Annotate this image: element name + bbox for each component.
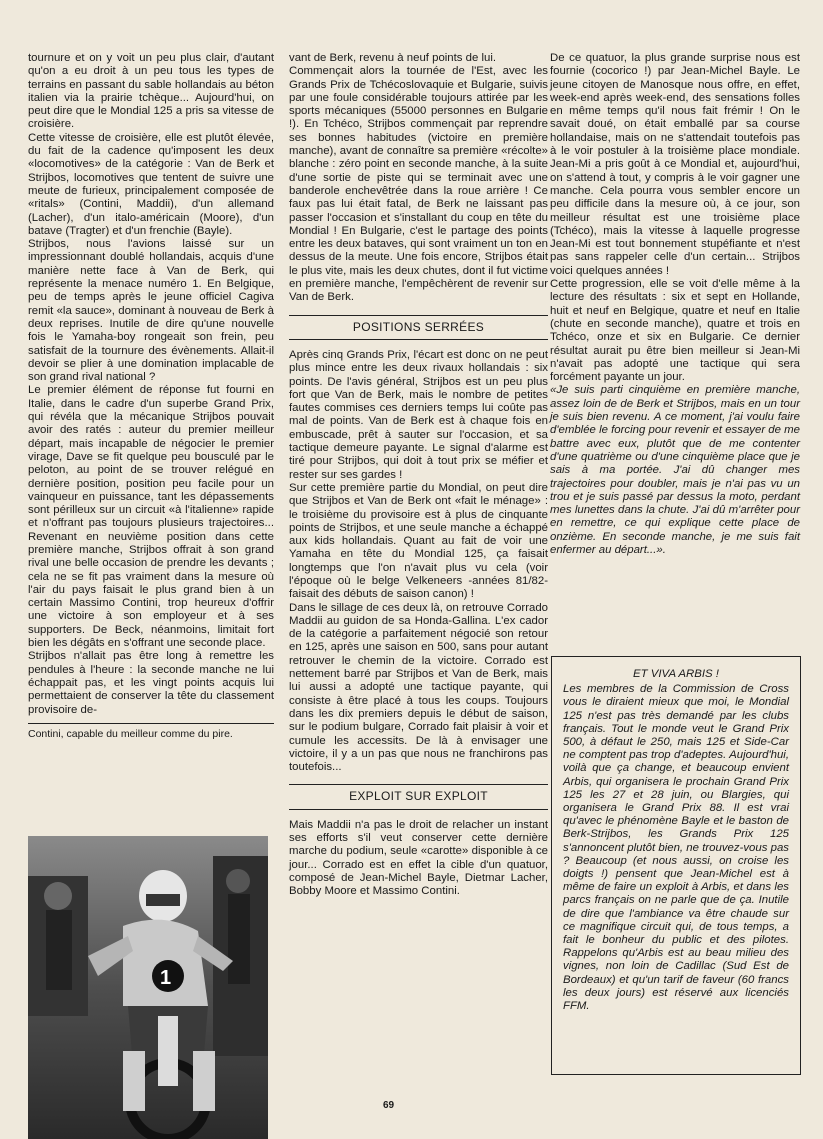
interview-quote: «Je suis parti cinquième en première manche, assez loin de de Berk et Strijbos, mais en un tour je suis bien revenu. A ce moment, j'ai voulu faire d'emblée le forcing pour revenir et essayer de me battre avec eux, plutôt que de me contenter d'une quatrième ou d'une cinquième place que je sais à ma portée. J'ai dû changer mes trajectoires pour doubler, mais je n'ai pas vu un trou et je suis passé par dessus la moto, perdant mes lunettes dans la chute. J'ai dû m'arrêter pour en remettre, ce qui explique cette place de onzième. En seconde manche, je me suis fait enfermer au départ...». (550, 384, 800, 556)
paragraph: Sur cette première partie du Mondial, on peut dire que Strijbos et Van de Berk ont «fait le ménage» : le troisième du provisoire est à plus de cinquante points de Strijbos, et une seule manche a échappé aux kids hollandais. Quant au fait de voir une Yamaha en tête du Mondial 125, ça faisait longtemps que l'on n'avait plus vu cela (voir l'époque où le belge Velkeneers -années 81/82- faisait des débuts de saison canon) ! (289, 481, 548, 601)
sidebar-box (551, 656, 801, 1075)
motocross-rider-photo (28, 836, 268, 1139)
column-1 (28, 52, 274, 741)
paragraph: Après cinq Grands Prix, l'écart est donc on ne peut plus mince entre les deux rivaux hollandais : six points. De l'avis général, Strijbos est un peu plus fort que Van de Berk, mais le nombre de petites fautes commises ces derniers temps lui coûte pas mal de points. Van de Berk est à chaque fois en embuscade, prêt à sauter sur l'occasion, et sa tactique demeure payante. Le signal d'alarme est tiré pour Strijbos, qui doit à tout prix se méfier et rester sur ses gardes ! (289, 348, 548, 481)
column-3 (550, 52, 800, 557)
box-title: ET VIVA ARBIS ! (633, 668, 719, 680)
column-2 (289, 52, 548, 899)
section-heading: POSITIONS SERRÉES (289, 315, 548, 340)
svg-text:1: 1 (160, 967, 172, 989)
section-heading: EXPLOIT SUR EXPLOIT (289, 784, 548, 809)
paragraph: Cette progression, elle se voit d'elle même à la lecture des résultats : six et sept en Hollande, huit et neuf en Belgique, quatre et neuf en Italie (chute en seconde manche), quatre et trois en Tchéco, onze et six en Bulgarie. Ce dernier résultat aurait pu être bien meilleur si Jean-Mi n'avait pas adopté une tactique qui sera forcément payante un jour. (550, 278, 800, 384)
paragraph: vant de Berk, revenu à neuf points de lui. (289, 52, 497, 64)
paragraph: Strijbos n'allait pas être long à remettre les pendules à l'heure : la seconde manche ne lui échappait pas, et les vingt points acquis lui permettaient de conserver la tête du classement provisoire de- (28, 650, 274, 716)
box-text: Les membres de la Commission de Cross vous le diraient mieux que moi, le Mondial 125 n'est pas très demandé par les clubs français. Tout le monde veut le Grand Prix 500, à défaut le 250, mais 125 et Side-Car ne comptent pas trop d'adeptes. Aujourd'hui, voilà que ça change, et beaucoup envient Arbis, qui organisera le prochain Grand Prix 125 les 27 et 28 juin, ou Blargies, qui organisera le Grand Prix 88. Il est vrai qu'avec le phénomène Bayle et le baston de Berk-Strijbos, les Grands Prix 125 s'annoncent plutôt bien, ne trouvez-vous pas ? Beaucoup (et nous aussi, on croise les doigts !) pensent que Jean-Michel est à même de faire un exploit à Arbis, et dans les parcs français on ne parle que de ça. Inutile de dire que l'ambiance va être chaude sur ce magnifique circuit qui, de tous temps, a fait le bonheur du public et des pilotes. Rappelons qu'Arbis est au beau milieu des vignes, non loin de Cadillac (Sud Est de Bordeaux) et qu'un tarif de faveur (60 francs les deux jours) est réservé aux licenciés FFM. (563, 683, 789, 1013)
paragraph: Cette vitesse de croisière, elle est plutôt élevée, du fait de la cadence qu'imposent les deux «locomotives» de la catégorie : Van de Berk et Strijbos, locomotives que tentent de suivre une meute de furieux, principalement composée de «ritals» (Contini, Maddii), d'un allemand (Lacher), d'un italo-américain (Moore), d'un batave (Tragter) et d'un frenchie (Bayle). (28, 131, 274, 237)
page-number: 69 (383, 1100, 395, 1111)
paragraph: tournure et on y voit un peu plus clair, d'autant qu'on a eu droit à un peu tous les types de terrains en passant du sable hollandais au béton italien via la prairie tchèque... Aujourd'hui, on peut dire que le Mondial 125 a pris sa vitesse de croisière. (28, 52, 274, 131)
paragraph: De ce quatuor, la plus grande surprise nous est fournie (cocorico !) par Jean-Michel Bayle. Le jeune citoyen de Manosque nous offre, en effet, week-end après week-end, des sensations folles en même temps qu'il nous fait frémir ! On le savait doué, on était emballé par sa course hollandaise, mais on ne s'attendait toutefois pas à le voir postuler à la troisième place mondiale. Jean-Mi a pris goût à ce Mondial et, aujourd'hui, on s'attend à tout, y compris à le voir gagner une manche. Cela pourra vous sembler encore un peu difficile dans la mesure où, à ce jour, son meilleur résultat est une troisième place (Tchéco), mais la vitesse à laquelle progresse Jean-Mi est tout bonnement stupéfiante et n'est pas sans rappeler celle d'un certain... Strijbos voici quelques années ! (550, 52, 800, 277)
paragraph: Strijbos, nous l'avions laissé sur un impressionnant doublé hollandais, acquis d'une manière nette face à Van de Berk, qui représente la menace numéro 1. En Belgique, peu de temps après le jeune officiel Cagiva remit «la sauce», dominant à nouveau de Berk à deux reprises. Inutile de dire qu'une nouvelle fois le Yamaha-boy rongeait son frein, peu satisfait de la tournure des évènements. Allait-il devoir se plier à une domination implacable de son grand rival national ? (28, 238, 274, 384)
paragraph: Dans le sillage de ces deux là, on retrouve Corrado Maddii au guidon de sa Honda-Gallina. L'ex cador de la catégorie a parfaitement négocié son retour en 125, après une saison en 500, sans pour autant retrouver le chemin de la victoire. Corrado est nettement barré par Strijbos et Van de Berk, mais lui aussi a adopté une tactique payante, qui consiste à être placé à tous les coups. Toujours dans les dix premiers depuis le début de saison, sur le podium bulgare, Corrado fait plaisir à voir et cumule les accessits. De là à envisager une victoire, il y a un pas que nous ne franchirons pas toutefois... (289, 601, 548, 774)
paragraph: Le premier élément de réponse fut fourni en Italie, dans le cadre d'un superbe Grand Prix, qui révéla que la mécanique Strijbos pouvait avoir des ratés : auteur du premier meilleur départ, mais incapable de négocier le premier virage, Dave se fit quelque peu bousculé par le peloton, au point de se trouver relégué en dernière position, position peu facile pour un vainqueur en puissance, tant les dépassements sont périlleux sur un circuit «à l'italienne» rapide et n'offrant pas toujours plusieurs trajectoires... Revenant en neuvième position dans cette première manche, Strijbos offrait à son grand rival une belle occasion de prendre les devants ; cela ne se fit pas vraiment dans la mesure où l'air du pays faisait le plus grand bien à un certain Massimo Contini, trop heureux d'offrir une victoire à son employeur et à ses supporters. De Beck, néanmoins, limitait fort bien les dégâts en s'offrant une seconde place. (28, 384, 274, 650)
paragraph: Mais Maddii n'a pas le droit de relacher un instant ses efforts s'il veut conserver cette dernière marche du podium, seule «carotte» disponible à ce jour... Corrado est en effet la cible d'un quatuor, composé de Jean-Michel Bayle, Dietmar Lacher, Bobby Moore et Massimo Contini. (289, 818, 548, 898)
paragraph: Commençait alors la tournée de l'Est, avec les Grands Prix de Tchécoslovaquie et Bulgarie, suivis par une foule considérable toujours attirée par les sports mécaniques (55000 personnes en Bulgarie !). En Tchéco, Strijbos commençait par reprendre ses bonnes habitudes (victoire en première manche), avant de connaître sa première «récolte» blanche : zéro point en seconde manche, à la suite d'une sortie de piste qui se terminait avec une banderole enchevêtrée dans la roue arrière ! Ce faux pas lui était fatal, de Berk ne laissant pas passer l'occasion et s'installant du coup en tête du Mondial ! En Bulgarie, c'est le partage des points entre les deux bataves, qui sont vraiment un ton en dessus de la meute. Une fois encore, Strijbos était le plus vite, mais les deux chutes, dont il fut victime en première manche, l'empêchèrent de revenir sur Van de Berk. (289, 65, 548, 304)
photo-caption: Contini, capable du meilleur comme du pire. (28, 723, 274, 741)
photo-image (28, 836, 268, 1139)
